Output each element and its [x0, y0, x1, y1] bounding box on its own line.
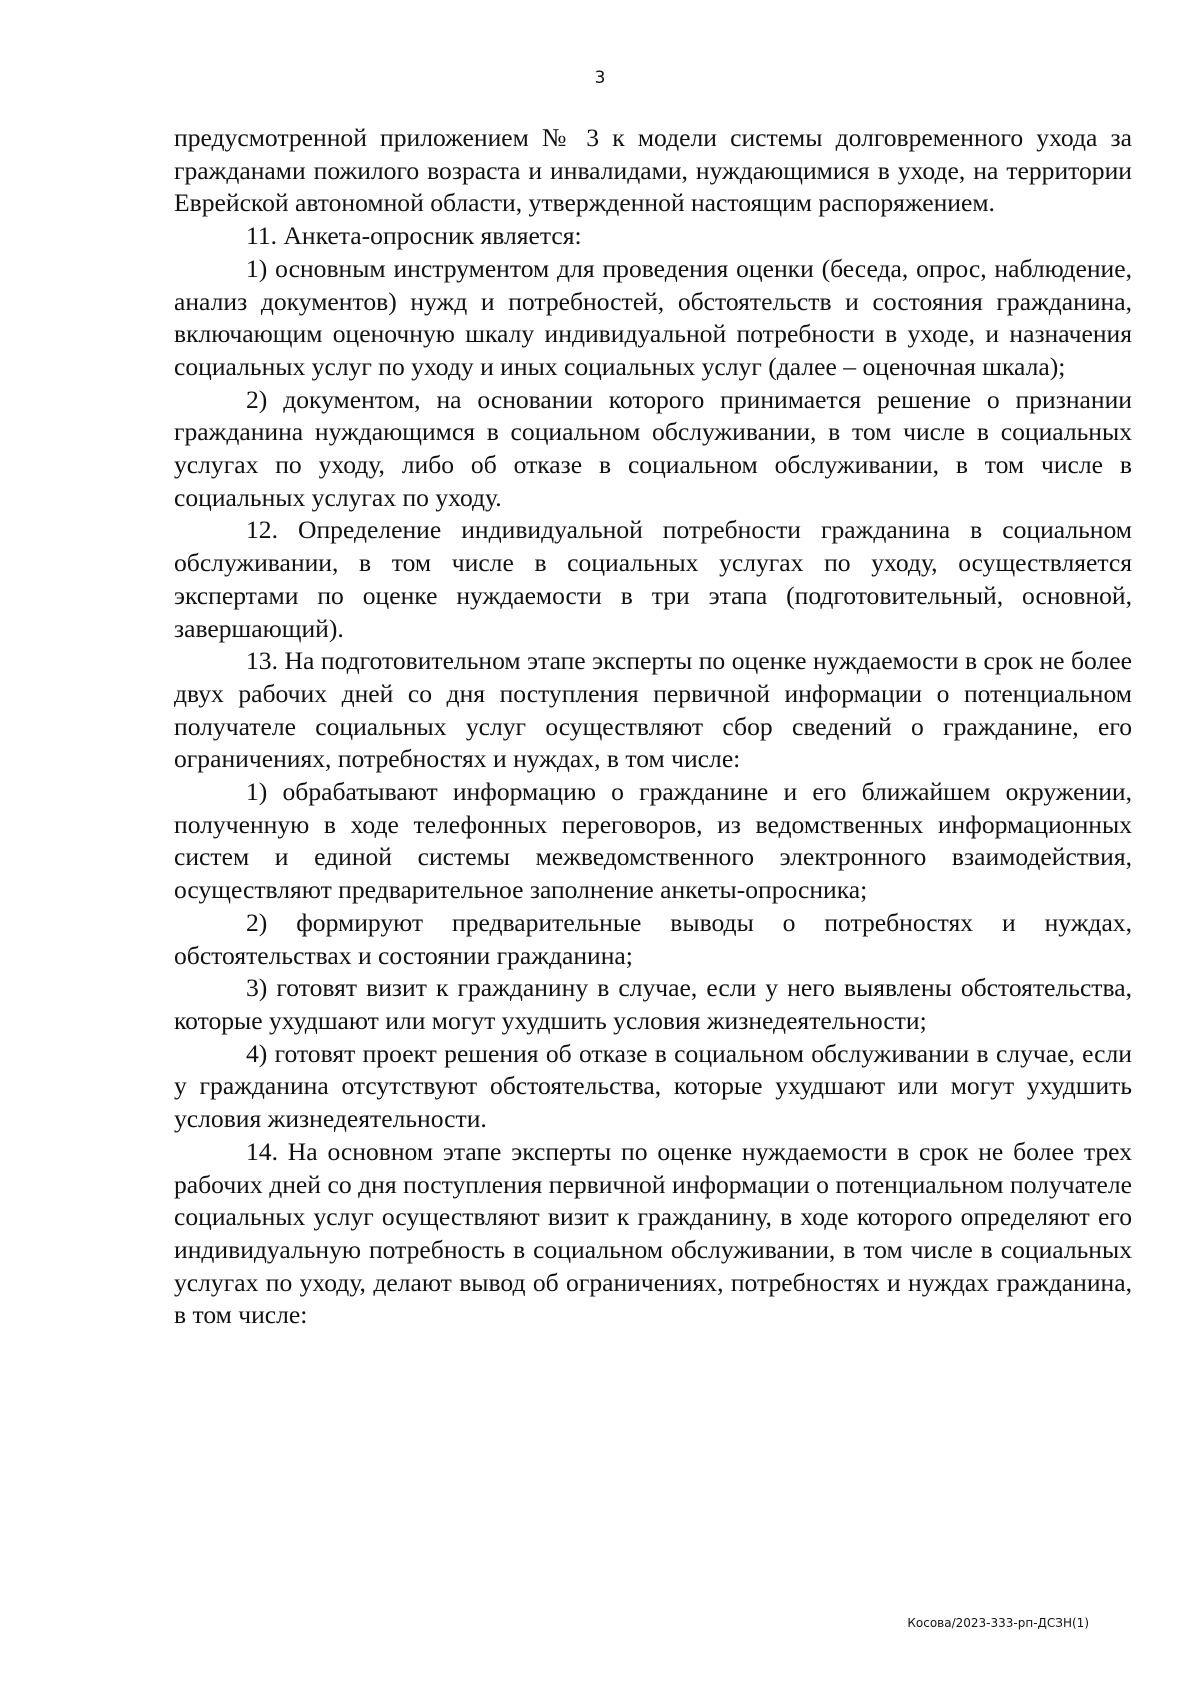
document-registration-code: Косова/2023-333-рп-ДСЗН(1)	[907, 1616, 1089, 1630]
paragraph: 1) обрабатывают информацию о гражданине и его ближайшем окружении, полученную в ходе телефонных переговоров, из ведомственных информационных систем и единой системы межведомственного электронного взаимодействия, осуществляют предварительное заполнение анкеты-опросника;	[174, 777, 1132, 905]
paragraph: 12. Определение индивидуальной потребности гражданина в социальном обслуживании, в том числе в социальных услугах по уходу, осуществляется экспертами по оценке нуждаемости в три этапа (подготовительный, основной, завершающий).	[174, 515, 1132, 643]
page-number: 3	[594, 68, 606, 88]
paragraph: 3) готовят визит к гражданину в случае, если у него выявлены обстоятельства, которые ухудшают или могут ухудшить условия жизнедеятельности;	[174, 973, 1132, 1035]
paragraph: 4) готовят проект решения об отказе в социальном обслуживании в случае, если у гражданина отсутствуют обстоятельства, которые ухудшают или могут ухудшить условия жизнедеятельности.	[174, 1038, 1132, 1134]
paragraph: 2) документом, на основании которого принимается решение о признании гражданина нуждающимся в социальном обслуживании, в том числе в социальных услугах по уходу, либо об отказе в социальном обслуживании, в том числе в социальных услугах по уходу.	[174, 384, 1132, 512]
paragraph: предусмотренной приложением № 3 к модели системы долговременного ухода за гражданами пожилого возраста и инвалидами, нуждающимися в уходе, на территории Еврейской автономной области, утвержденной настоящим распоряжением.	[174, 123, 1132, 218]
paragraph: 11. Анкета-опросник является:	[246, 221, 582, 251]
paragraph: 1) основным инструментом для проведения оценки (беседа, опрос, наблюдение, анализ документов) нужд и потребностей, обстоятельств и состояния гражданина, включающим оценочную шкалу индивидуальной потребности в уходе, и назначения социальных услуг по уходу и иных социальных услуг (далее – оценочная шкала);	[174, 253, 1132, 381]
document-body	[174, 122, 1132, 1332]
paragraph: 14. На основном этапе эксперты по оценке нуждаемости в срок не более трех рабочих дней со дня поступления первичной информации о потенциальном получателе социальных услуг осуществляют визит к гражданину, в ходе которого определяют его индивидуальную потребность в социальном обслуживании, в том числе в социальных услугах по уходу, делают вывод об ограничениях, потребностях и нуждах гражданина, в том числе:	[174, 1136, 1132, 1330]
paragraph: 2) формируют предварительные выводы о потребностях и нуждах, обстоятельствах и состоянии гражданина;	[174, 907, 1132, 970]
paragraph: 13. На подготовительном этапе эксперты по оценке нуждаемости в срок не более двух рабочих дней со дня поступления первичной информации о потенциальном получателе социальных услуг осуществляют сбор сведений о гражданине, его ограничениях, потребностях и нуждах, в том числе:	[174, 646, 1132, 774]
